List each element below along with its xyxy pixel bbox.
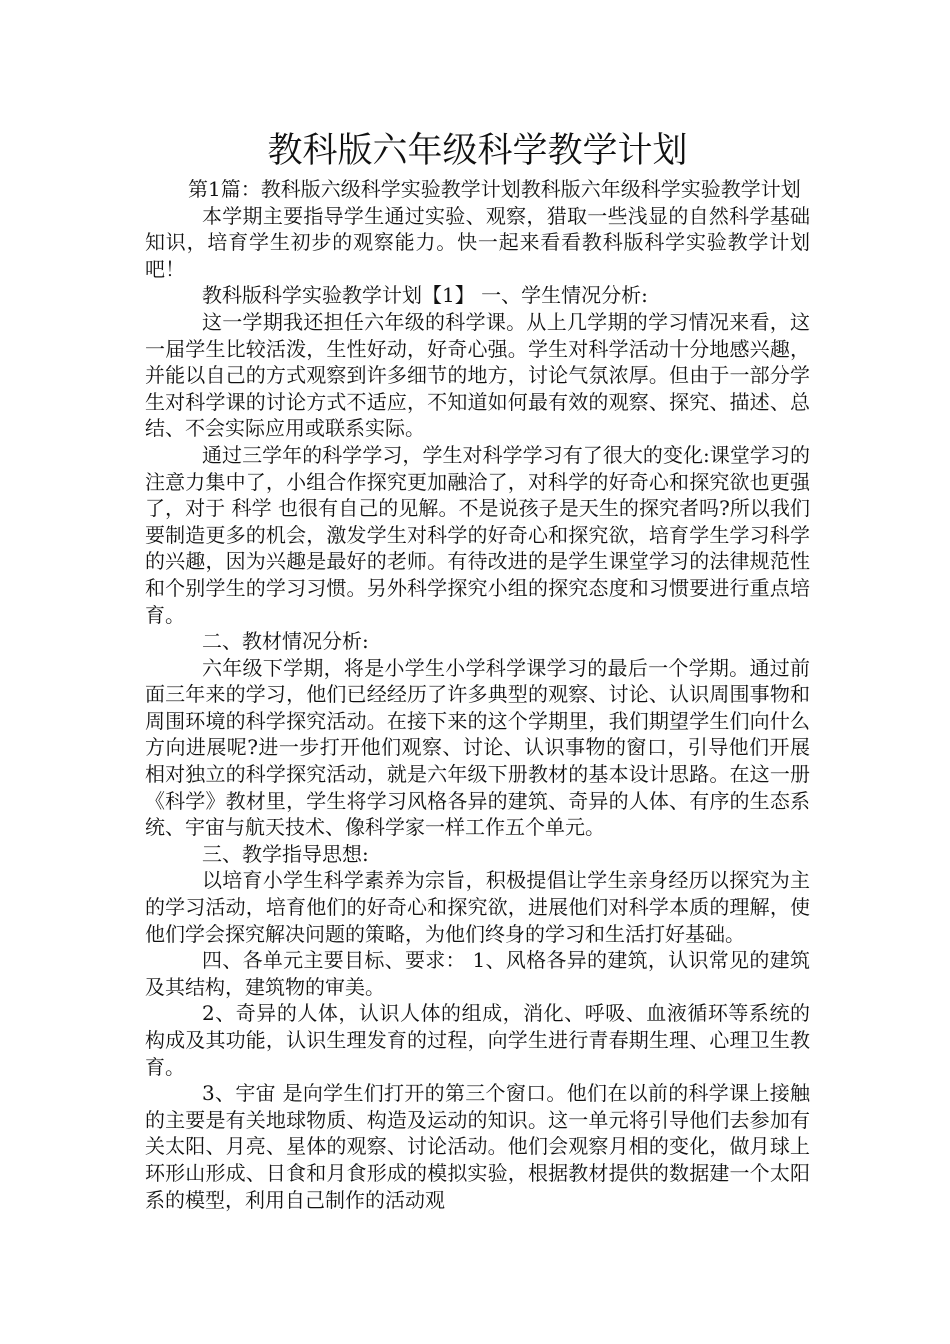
paragraph-chapter-heading: 第1篇：教科版六级科学实验教学计划教科版六年级科学实验教学计划: [188, 177, 801, 201]
paragraph-teaching-guidance: 以培育小学生科学素养为宗旨，积极提倡让学生亲身经历以探究为主的学习活动，培育他们的好奇心和探究欲，进展他们对科学本质的理解，使他们学会探究解决问题的策略，为他们终身的学习和生活打好基础。: [145, 868, 810, 946]
document-title: 教科版六年级科学教学计划: [267, 131, 688, 171]
paragraph-student-analysis: 这一学期我还担任六年级的科学课。从上几学期的学习情况来看，这一届学生比较活泼，生性好动，好奇心强。学生对科学活动十分地感兴趣，并能以自己的方式观察到许多细节的地方，讨论气氛浓厚。但由于一部分学生对科学课的讨论方式不适应，不知道如何最有效的观察、探究、描述、总结、不会实际应用或联系实际。: [145, 309, 810, 441]
document-page: [145, 128, 810, 1213]
paragraph-section-four-heading: 四、各单元主要目标、要求： 1、风格各异的建筑，认识常见的建筑及其结构，建筑物的审美。: [145, 948, 810, 999]
paragraph-textbook-analysis: 六年级下学期，将是小学生小学科学课学习的最后一个学期。通过前面三年来的学习，他们已经经历了许多典型的观察、讨论、认识周围事物和周围环境的科学探究活动。在接下来的这个学期里，我们期望学生们向什么方向进展呢?进一步打开他们观察、讨论、认识事物的窗口，引导他们开展相对独立的科学探究活动，就是六年级下册教材的基本设计思路。在这一册《科学》教材里，学生将学习风格各异的建筑、奇异的人体、有序的生态系统、宇宙与航天技术、像科学家一样工作五个单元。: [145, 655, 810, 840]
paragraph-section-three-heading: 三、教学指导思想:: [202, 841, 369, 866]
paragraph-intro: 本学期主要指导学生通过实验、观察，猎取一些浅显的自然科学基础知识，培育学生初步的观察能力。快一起来看看教科版科学实验教学计划吧！: [145, 203, 810, 281]
paragraph-section-two-heading: 二、教材情况分析:: [202, 629, 369, 654]
paragraph-section-one-heading: 教科版科学实验教学计划【1】 一、学生情况分析:: [202, 283, 648, 308]
paragraph-unit-three: 3、宇宙 是向学生们打开的第三个窗口。他们在以前的科学课上接触的主要是有关地球物质、构造及运动的知识。这一单元将引导他们去参加有关太阳、月亮、星体的观察、讨论活动。他们会观察月相的变化，做月球上环形山形成、日食和月食形成的模拟实验，根据教材提供的数据建一个太阳系的模型，利用自己制作的活动观: [145, 1081, 810, 1212]
paragraph-student-progress: 通过三学年的科学学习，学生对科学学习有了很大的变化:课堂学习的注意力集中了，小组合作探究更加融洽了，对科学的好奇心和探究欲也更强了，对于 科学 也很有自己的见解。不是说孩子是天生的探究者吗?所以我们要制造更多的机会，激发学生对科学的好奇心和探究欲，培育学生学习科学的兴趣，因为兴趣是最好的老师。有待改进的是学生课堂学习的法律规范性和个别学生的学习习惯。另外科学探究小组的探究态度和习惯要进行重点培育。: [145, 442, 810, 627]
paragraph-unit-two: 2、奇异的人体，认识人体的组成，消化、呼吸、血液循环等系统的构成及其功能，认识生理发育的过程，向学生进行青春期生理、心理卫生教育。: [145, 1001, 810, 1079]
